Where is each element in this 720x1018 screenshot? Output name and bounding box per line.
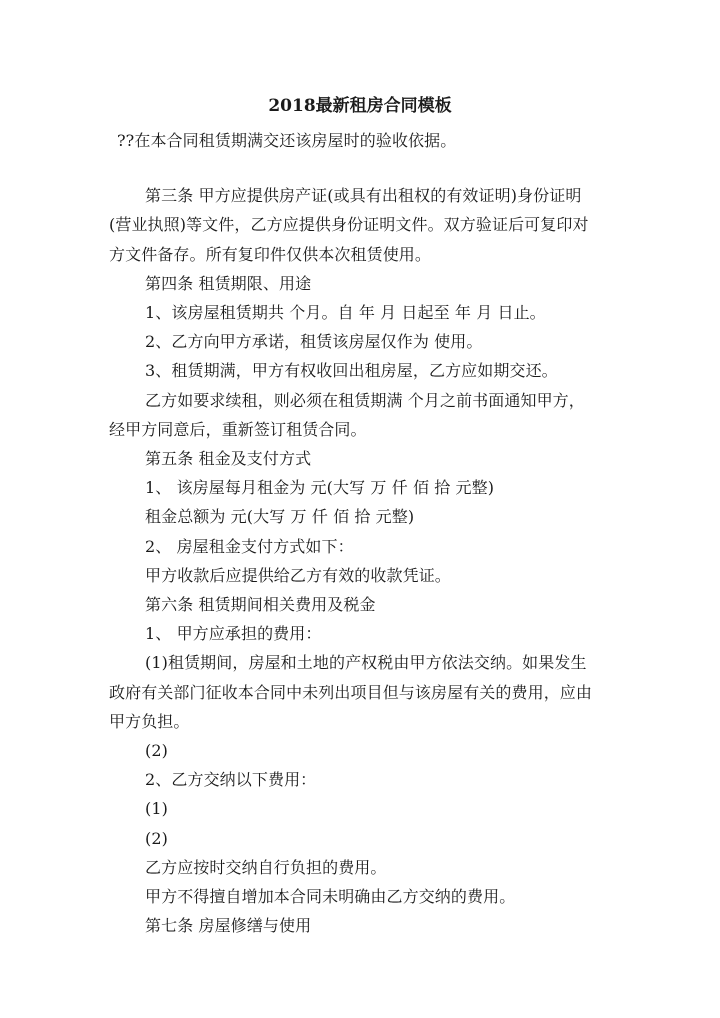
article6-sub1-line2: 政府有关部门征收本合同中未列出项目但与该房屋有关的费用，应由 (109, 682, 593, 702)
article4-renew-line1: 乙方如要求续租，则必须在租赁期满 个月之前书面通知甲方， (145, 390, 585, 410)
article6-sub1-line3: 甲方负担。 (109, 711, 190, 731)
article7-heading: 第七条 房屋修缮与使用 (145, 916, 312, 936)
article4-item2: 2、乙方向甲方承诺，租赁该房屋仅作为 使用。 (145, 332, 483, 352)
article6-item2-sub1: (1) (145, 799, 168, 819)
article4-item3: 3、租赁期满，甲方有权收回出租房屋，乙方应如期交还。 (145, 361, 558, 381)
article6-sub2: (2) (145, 741, 168, 761)
article3-line1: 第三条 甲方应提供房产证(或具有出租权的有效证明)身份证明 (145, 186, 582, 206)
article5-item1: 1、 该房屋每月租金为 元(大写 万 仟 佰 拾 元整) (145, 478, 495, 498)
article6-no-increase: 甲方不得擅自增加本合同未明确由乙方交纳的费用。 (145, 887, 516, 907)
article4-renew-line2: 经甲方同意后，重新签订租赁合同。 (109, 419, 367, 439)
article3-line3: 方文件备存。所有复印件仅供本次租赁使用。 (109, 244, 432, 264)
article6-item1: 1、 甲方应承担的费用： (145, 624, 322, 644)
article5-heading: 第五条 租金及支付方式 (145, 449, 312, 469)
paragraph-gap (109, 155, 639, 181)
article6-pay-on-time: 乙方应按时交纳自行负担的费用。 (145, 857, 387, 877)
article6-item2-sub2: (2) (145, 828, 168, 848)
article6-sub1-line1: (1)租赁期间，房屋和土地的产权税由甲方依法交纳。如果发生 (145, 653, 587, 673)
document-title: 2018最新租房合同模板 (268, 96, 452, 116)
intro-line: ??在本合同租赁期满交还该房屋时的验收依据。 (117, 131, 457, 150)
article4-heading: 第四条 租赁期限、用途 (145, 273, 312, 293)
article6-heading: 第六条 租赁期间相关费用及税金 (145, 595, 376, 615)
article3-line2: (营业执照)等文件，乙方应提供身份证明文件。双方验证后可复印对 (109, 215, 589, 235)
article4-item1: 1、该房屋租赁期共 个月。自 年 月 日起至 年 月 日止。 (145, 303, 546, 323)
document-body (109, 126, 639, 940)
article6-item2: 2、乙方交纳以下费用： (145, 770, 317, 790)
article5-item2: 2、 房屋租金支付方式如下： (145, 536, 354, 556)
article5-total: 租金总额为 元(大写 万 仟 佰 拾 元整) (145, 507, 415, 527)
article5-receipt: 甲方收款后应提供给乙方有效的收款凭证。 (145, 565, 451, 585)
